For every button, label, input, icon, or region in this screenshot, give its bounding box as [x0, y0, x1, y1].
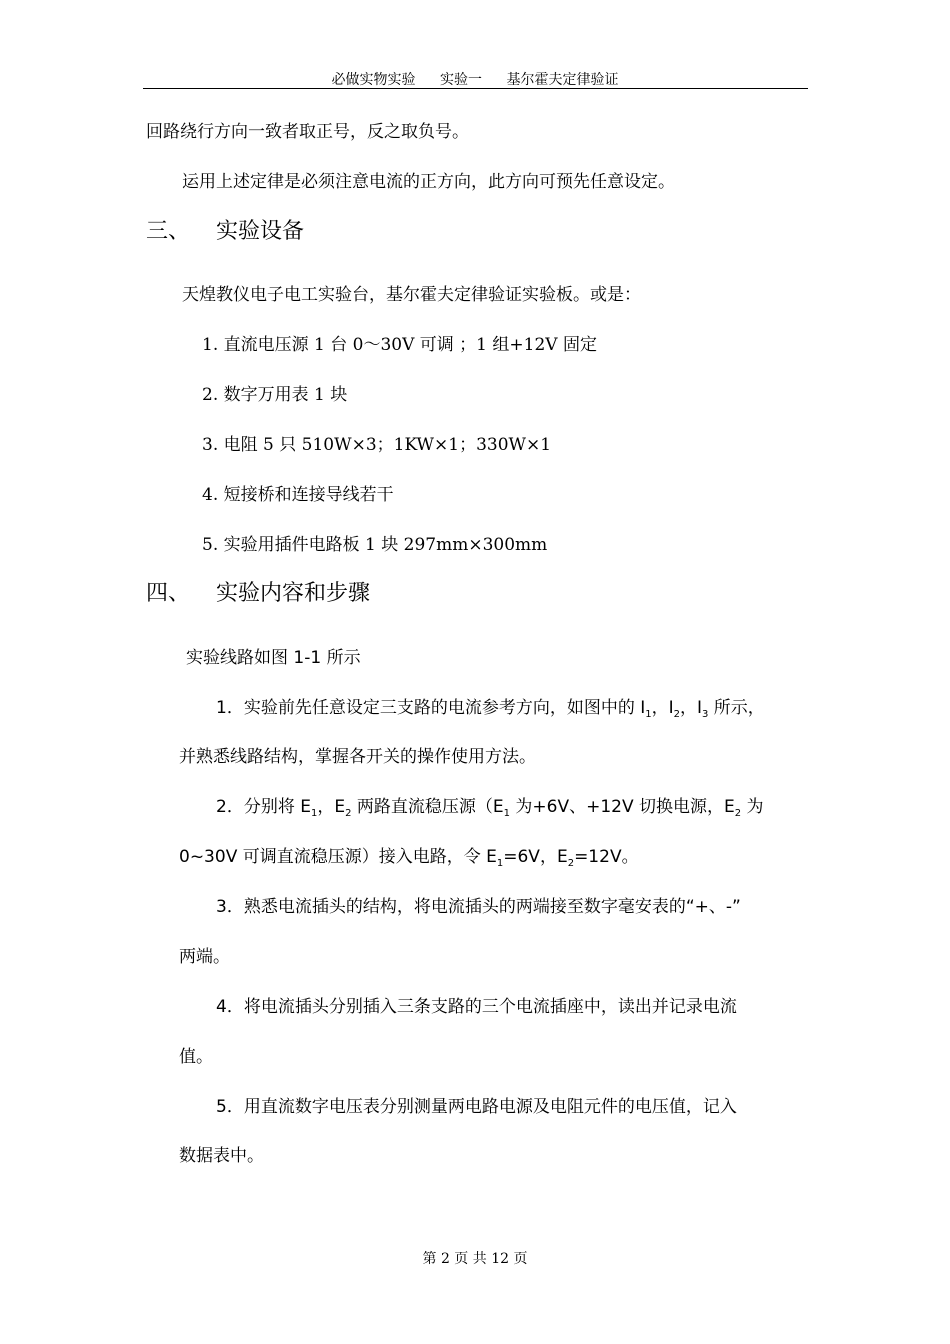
step-3-line-2: 两端。: [179, 947, 230, 967]
header-rule: [143, 88, 808, 89]
section-number: 四、: [146, 581, 191, 606]
equipment-item: 4. 短接桥和连接导线若干: [202, 485, 394, 505]
step-3-line-1: 3．熟悉电流插头的结构，将电流插头的两端接至数字毫安表的“+、-”: [216, 897, 741, 917]
paragraph-line: 运用上述定律是必须注意电流的正方向，此方向可预先任意设定。: [182, 172, 675, 192]
equipment-item: 1. 直流电压源 1 台 0～30V 可调 ；1 组+12V 固定: [202, 335, 597, 355]
page-header: [0, 69, 950, 89]
section-heading-3: [146, 219, 304, 245]
step-1-line-2: 并熟悉线路结构，掌握各开关的操作使用方法。: [179, 747, 536, 767]
step-2-line-2: 0~30V 可调直流稳压源）接入电路，令 $E_1=6V$，$E_2=12V$。: [179, 847, 639, 869]
section-number: 三、: [146, 219, 191, 244]
equipment-item: 5. 实验用插件电路板 1 块 297mm×300mm: [202, 535, 548, 555]
section-title: 实验内容和步骤: [216, 581, 371, 606]
section-heading-4: [146, 581, 370, 607]
header-experiment-number: 实验一: [440, 72, 482, 88]
header-course: 必做实物实验: [331, 72, 416, 88]
step-1-line-1: 1．实验前先任意设定三支路的电流参考方向，如图中的 $I_1$，$I_2$，$I_3$ 所示，: [216, 698, 765, 720]
page-footer: 第 2 页 共 12 页: [422, 1251, 528, 1267]
step-5-line-2: 数据表中。: [179, 1146, 264, 1166]
header-experiment-title: 基尔霍夫定律验证: [506, 72, 619, 88]
step-2-line-1: 2．分别将 $E_1$，$E_2$ 两路直流稳压源（$E_1$ 为+6V、+12V 切换电源，$E_2$ 为: [216, 797, 764, 819]
step-4-line-1: 4．将电流插头分别插入三条支路的三个电流插座中，读出并记录电流: [216, 997, 737, 1017]
section-title: 实验设备: [216, 219, 305, 244]
step-5-line-1: 5．用直流数字电压表分别测量两电路电源及电阻元件的电压值，记入: [216, 1097, 737, 1117]
equipment-item: 3. 电阻 5 只 510W×3；1KW×1；330W×1: [202, 435, 552, 455]
step-4-line-2: 值。: [179, 1047, 213, 1067]
paragraph-line: 回路绕行方向一致者取正号，反之取负号。: [146, 122, 469, 142]
circuit-intro: 实验线路如图 1-1 所示: [186, 648, 361, 668]
equipment-intro: 天煌教仪电子电工实验台，基尔霍夫定律验证实验板。或是：: [182, 285, 641, 305]
equipment-item: 2. 数字万用表 1 块: [202, 385, 348, 405]
